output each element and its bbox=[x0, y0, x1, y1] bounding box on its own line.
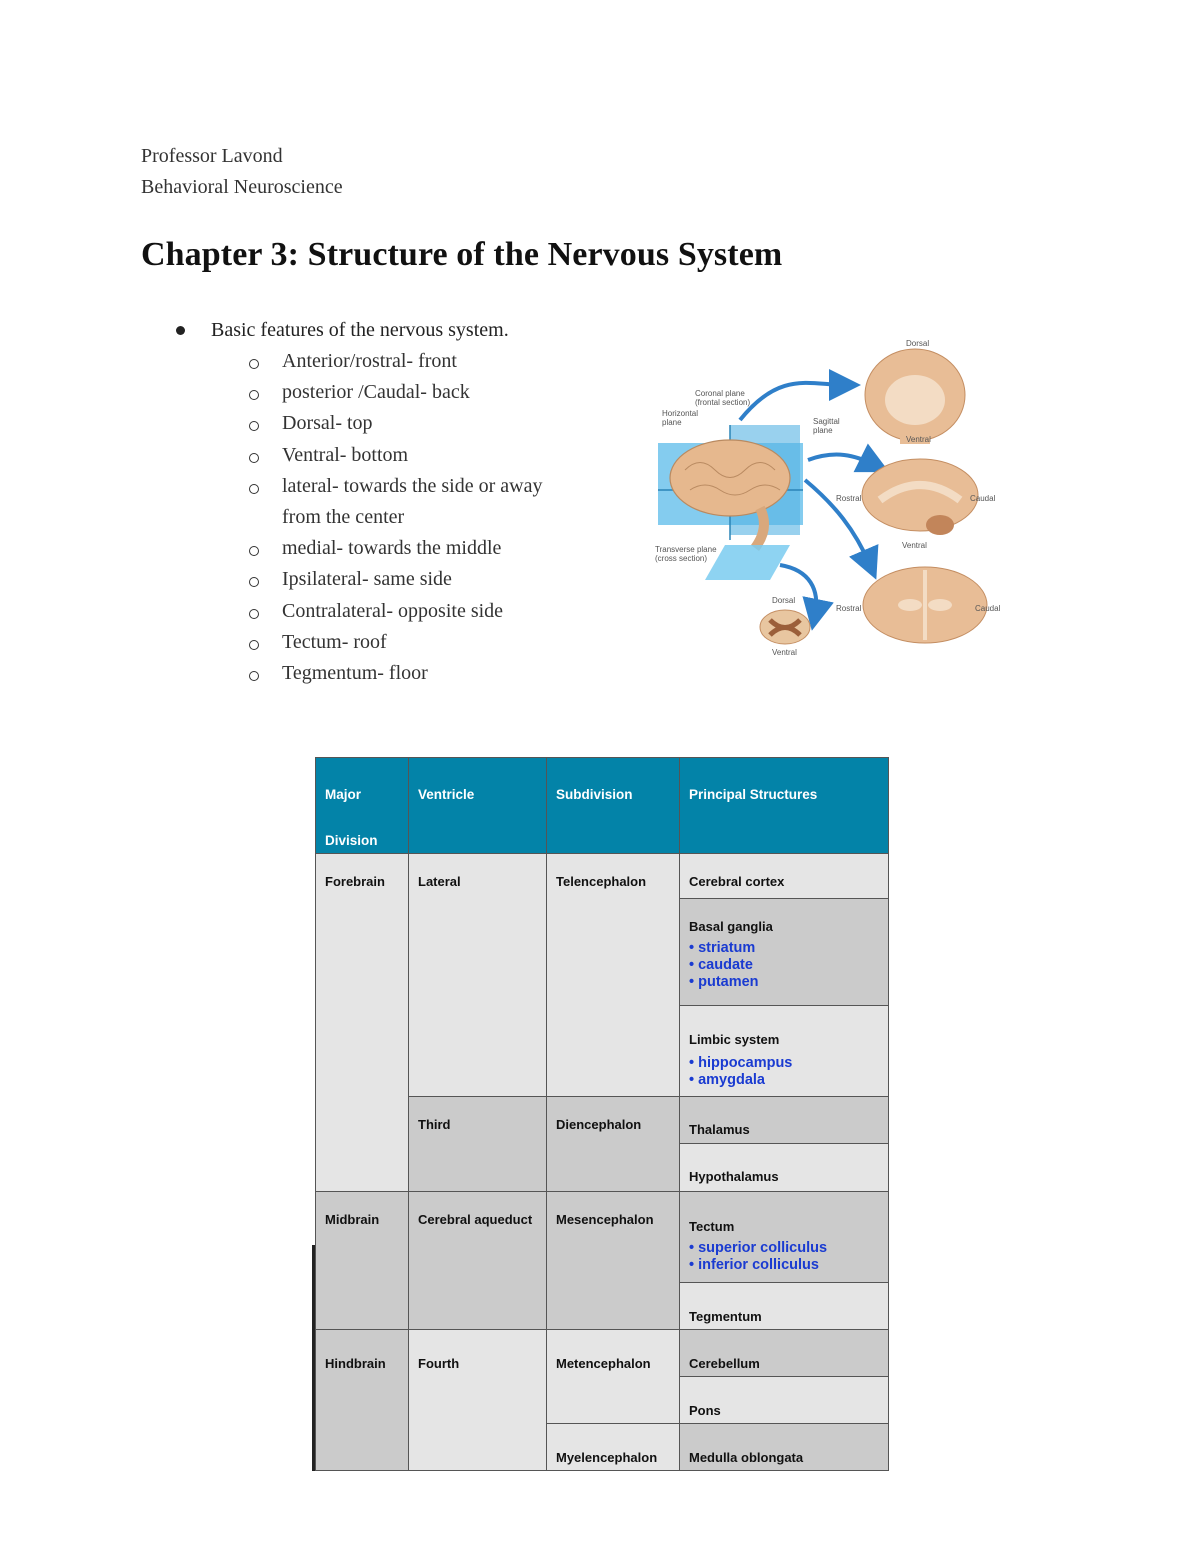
horizontal-label-2: plane bbox=[662, 418, 682, 427]
course-name: Behavioral Neuroscience bbox=[141, 176, 343, 198]
page-title: Chapter 3: Structure of the Nervous System bbox=[141, 236, 783, 273]
cell-pons: Pons bbox=[680, 1376, 889, 1423]
header-ventricle: Ventricle bbox=[409, 758, 547, 854]
circle-bullet-icon bbox=[249, 390, 259, 400]
bullet-dot-icon bbox=[176, 326, 185, 335]
list-item: Ipsilateral- same side bbox=[247, 564, 627, 595]
transverse-plane bbox=[705, 545, 790, 580]
circle-bullet-icon bbox=[249, 609, 259, 619]
list-item: lateral- towards the side or away from the center bbox=[247, 471, 627, 533]
list-item: Anterior/rostral- front bbox=[247, 346, 627, 377]
cell-forebrain: Forebrain bbox=[316, 854, 409, 1192]
circle-bullet-icon bbox=[249, 359, 259, 369]
transverse-label: Transverse plane bbox=[655, 545, 717, 554]
coronal-label: Coronal plane bbox=[695, 389, 745, 398]
table-header-row bbox=[316, 758, 889, 854]
cell-tectum: Tectum • superior colliculus • inferior colliculus bbox=[680, 1191, 889, 1282]
cell-mesencephalon: Mesencephalon bbox=[547, 1191, 680, 1329]
cell-fourth: Fourth bbox=[409, 1329, 547, 1470]
sagittal-section bbox=[862, 459, 978, 531]
cell-hindbrain: Hindbrain bbox=[316, 1329, 409, 1470]
cell-telencephalon: Telencephalon bbox=[547, 854, 680, 1097]
cell-cerebral-cortex: Cerebral cortex bbox=[680, 854, 889, 899]
professor-name: Professor Lavond bbox=[141, 145, 283, 167]
sagittal-label-2: plane bbox=[813, 426, 833, 435]
list-item: posterior /Caudal- back bbox=[247, 377, 627, 408]
cell-hypothalamus: Hypothalamus bbox=[680, 1144, 889, 1191]
caudal-label-1: Caudal bbox=[970, 494, 996, 503]
rostral-label-1: Rostral bbox=[836, 494, 862, 503]
ventral-label-2: Ventral bbox=[902, 541, 927, 550]
cell-lateral: Lateral bbox=[409, 854, 547, 1097]
circle-bullet-icon bbox=[249, 640, 259, 650]
cell-limbic-system: Limbic system • hippocampus • amygdala bbox=[680, 1006, 889, 1097]
cell-diencephalon: Diencephalon bbox=[547, 1097, 680, 1191]
rostral-label-2: Rostral bbox=[836, 604, 862, 613]
table-row bbox=[316, 854, 889, 899]
list-item: Tectum- roof bbox=[247, 627, 627, 658]
cell-myelencephalon: Myelencephalon bbox=[547, 1423, 680, 1470]
cell-midbrain: Midbrain bbox=[316, 1191, 409, 1329]
coronal-label-2: (frontal section) bbox=[695, 398, 751, 407]
dorsal-top-label: Dorsal bbox=[906, 339, 930, 348]
list-item: Tegmentum- floor bbox=[247, 658, 627, 689]
cell-tegmentum: Tegmentum bbox=[680, 1282, 889, 1329]
brain-planes-figure bbox=[630, 330, 1030, 670]
horizontal-label: Horizontal bbox=[662, 409, 699, 418]
brain-divisions-table bbox=[315, 757, 889, 1471]
circle-bullet-icon bbox=[249, 484, 259, 494]
ventral-cord-label: Ventral bbox=[772, 648, 797, 657]
ventral-label-1: Ventral bbox=[906, 435, 931, 444]
circle-bullet-icon bbox=[249, 671, 259, 681]
list-item: medial- towards the middle bbox=[247, 533, 627, 564]
cell-third: Third bbox=[409, 1097, 547, 1191]
table-row bbox=[316, 1329, 889, 1376]
circle-bullet-icon bbox=[249, 546, 259, 556]
circle-bullet-icon bbox=[249, 421, 259, 431]
sagittal-label: Sagittal bbox=[813, 417, 840, 426]
bullet-main-text: Basic features of the nervous system. bbox=[211, 319, 509, 341]
header-major-division: Major Division bbox=[316, 758, 409, 854]
circle-bullet-icon bbox=[249, 577, 259, 587]
list-item: Contralateral- opposite side bbox=[247, 596, 627, 627]
list-item: Dorsal- top bbox=[247, 408, 627, 439]
header-subdivision: Subdivision bbox=[547, 758, 680, 854]
circle-bullet-icon bbox=[249, 453, 259, 463]
cell-metencephalon: Metencephalon bbox=[547, 1329, 680, 1423]
cell-thalamus: Thalamus bbox=[680, 1097, 889, 1144]
list-item: Ventral- bottom bbox=[247, 440, 627, 471]
header-principal-structures: Principal Structures bbox=[680, 758, 889, 854]
table-row bbox=[316, 1191, 889, 1282]
term-list bbox=[247, 346, 627, 689]
cell-medulla-oblongata: Medulla oblongata bbox=[680, 1423, 889, 1470]
dorsal-cord-label: Dorsal bbox=[772, 596, 796, 605]
cell-basal-ganglia: Basal ganglia • striatum • caudate • putamen bbox=[680, 899, 889, 1006]
cell-cerebellum: Cerebellum bbox=[680, 1329, 889, 1376]
transverse-label-2: (cross section) bbox=[655, 554, 708, 563]
cell-cerebral-aqueduct: Cerebral aqueduct bbox=[409, 1191, 547, 1329]
caudal-label-2: Caudal bbox=[975, 604, 1001, 613]
